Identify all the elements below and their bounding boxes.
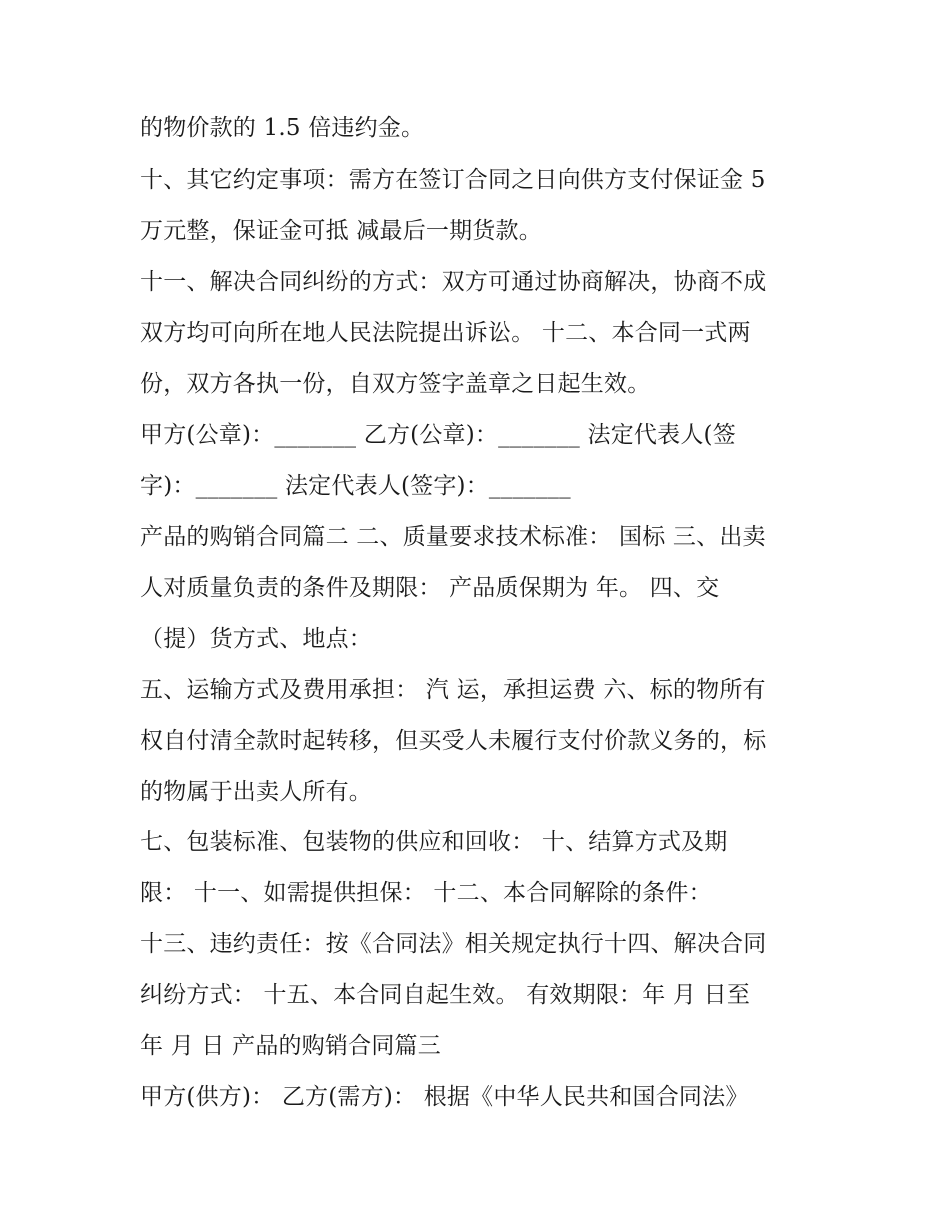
text-line: 七、包装标准、包装物的供应和回收： 十、结算方式及期 [140, 829, 728, 855]
text-line: 双方均可向所在地人民法院提出诉讼。 十二、本合同一式两 [140, 320, 751, 346]
text-line: 份，双方各执一份，自双方签字盖章之日起生效。 [140, 371, 651, 397]
signature-line: 甲方(公章)：_______ 乙方(公章)：_______ 法定代表人(签 [140, 422, 736, 448]
text-line: 限： 十一、如需提供担保： 十二、本合同解除的条件： [140, 880, 712, 906]
text-line: 产品的购销合同篇二 二、质量要求技术标准： 国标 三、出卖 [140, 524, 766, 550]
text-line: （提）货方式、地点： [140, 626, 372, 652]
text-line: 五、运输方式及费用承担： 汽 运，承担运费 六、标的物所有 [140, 677, 766, 703]
text-line: 的物属于出卖人所有。 [140, 779, 372, 805]
text-line: 甲方(供方)： 乙方(需方)： 根据《中华人民共和国合同法》 [140, 1084, 749, 1110]
text-line: 权自付清全款时起转移，但买受人未履行支付价款义务的，标 [140, 728, 767, 754]
text-line: 的物价款的 1.5 倍违约金。 [140, 115, 425, 141]
text-line: 十、其它约定事项：需方在签订合同之日向供方支付保证金 5 [140, 167, 766, 193]
text-line: 纠纷方式： 十五、本合同自起生效。 有效期限：年 月 日至 [140, 982, 751, 1008]
text-line: 万元整，保证金可抵 减最后一期货款。 [140, 218, 542, 244]
text-line: 十一、解决合同纠纷的方式：双方可通过协商解决，协商不成 [140, 269, 767, 295]
text-line: 年 月 日 产品的购销合同篇三 [140, 1033, 441, 1059]
text-line: 十三、违约责任：按《合同法》相关规定执行十四、解决合同 [140, 931, 767, 957]
text-line: 人对质量负责的条件及期限： 产品质保期为 年。 四、交 [140, 575, 720, 601]
signature-line: 字)：_______ 法定代表人(签字)：_______ [140, 473, 571, 499]
